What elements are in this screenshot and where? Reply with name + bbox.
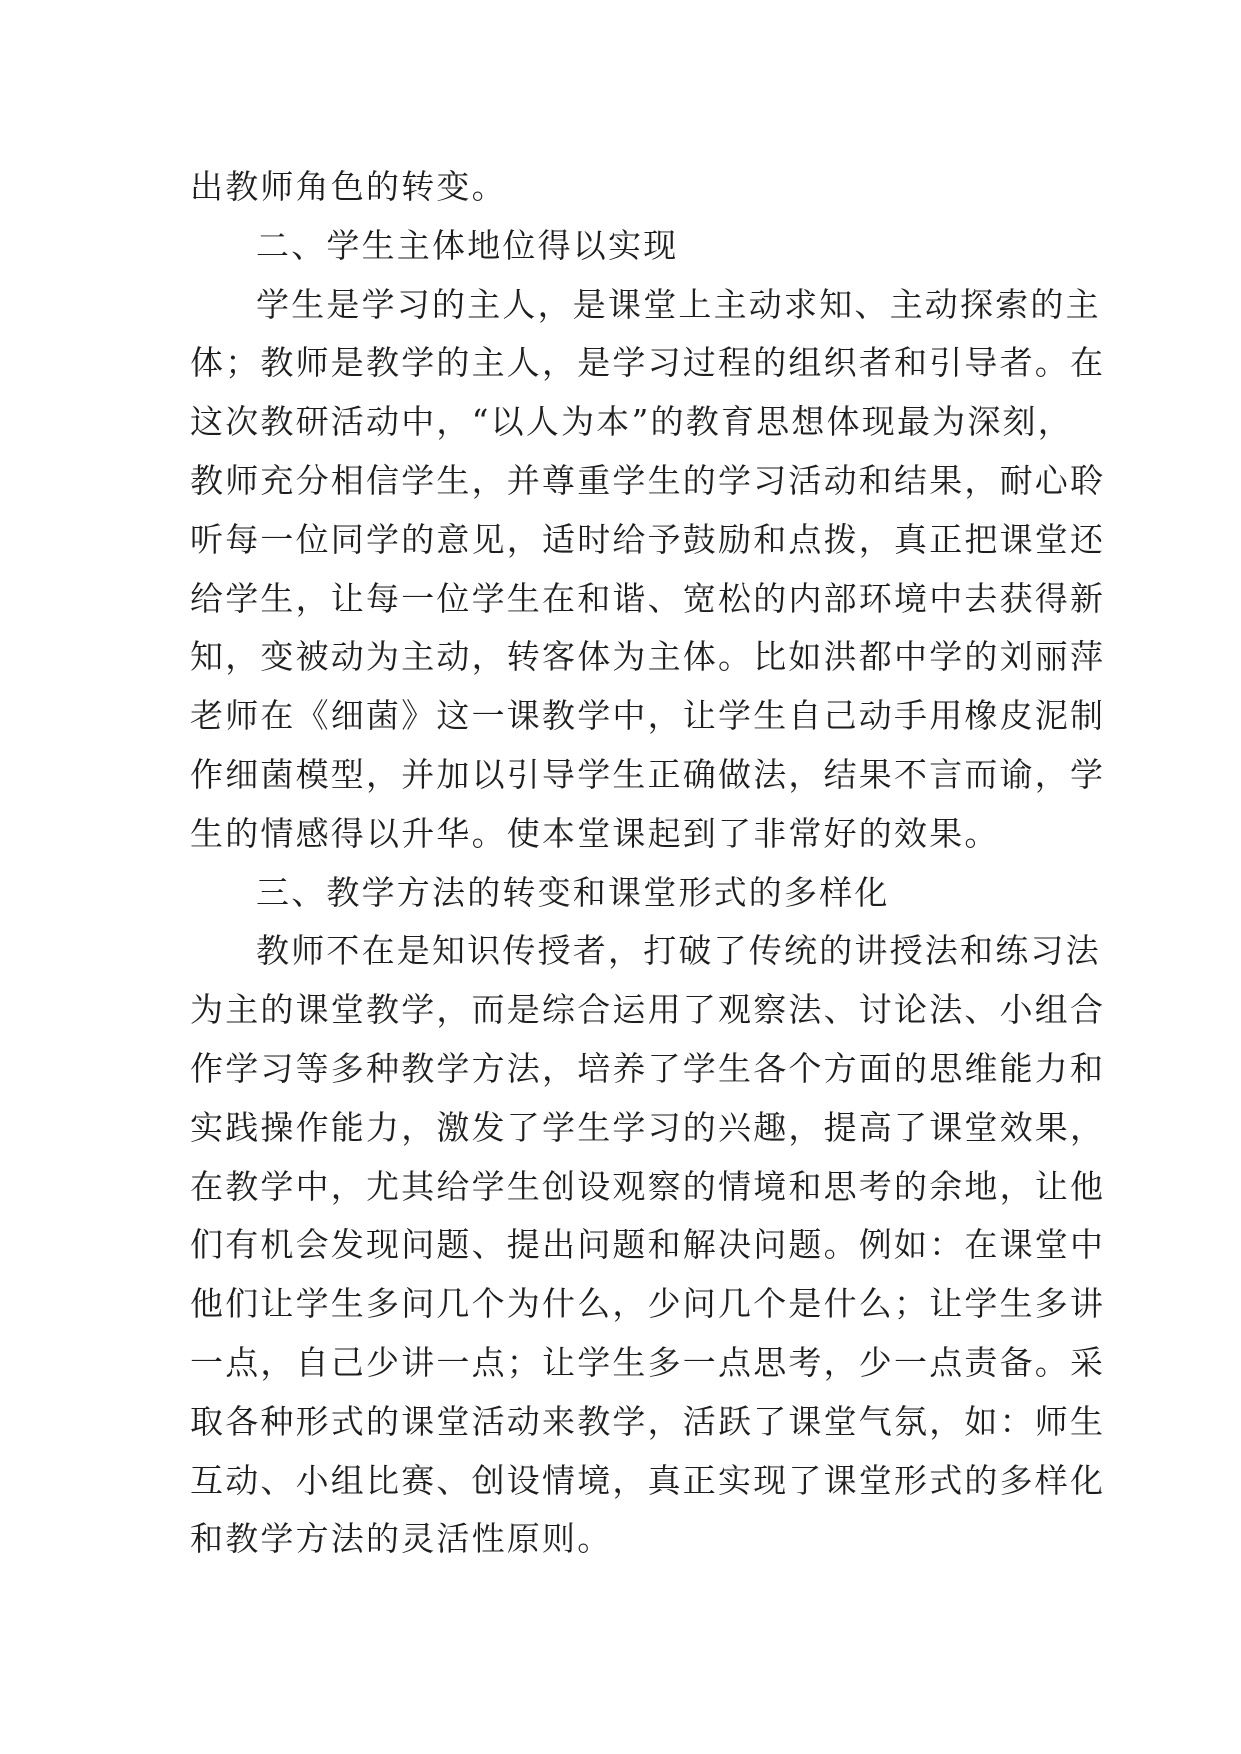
text-line: 他们让学生多问几个为什么，少问几个是什么；让学生多讲 xyxy=(190,1284,1106,1324)
text-line: 这次教研活动中，“以人为本”的教育思想体现最为深刻， xyxy=(190,402,1073,442)
section-heading: 三、教学方法的转变和课堂形式的多样化 xyxy=(256,872,890,912)
text-line: 作学习等多种教学方法，培养了学生各个方面的思维能力和 xyxy=(190,1048,1106,1088)
text-line: 教师不在是知识传授者，打破了传统的讲授法和练习法 xyxy=(256,931,1101,971)
text-line: 教师充分相信学生，并尊重学生的学习活动和结果，耐心聆 xyxy=(190,460,1106,500)
text-line: 知，变被动为主动，转客体为主体。比如洪都中学的刘丽萍 xyxy=(190,637,1106,677)
text-line: 生的情感得以升华。使本堂课起到了非常好的效果。 xyxy=(190,813,1000,853)
text-line: 听每一位同学的意见，适时给予鼓励和点拨，真正把课堂还 xyxy=(190,519,1106,559)
section-heading: 二、学生主体地位得以实现 xyxy=(256,225,679,265)
text-line: 们有机会发现问题、提出问题和解决问题。例如：在课堂中 xyxy=(190,1225,1106,1265)
text-line: 学生是学习的主人，是课堂上主动求知、主动探索的主 xyxy=(256,284,1101,324)
text-line: 一点，自己少讲一点；让学生多一点思考，少一点责备。采 xyxy=(190,1342,1106,1382)
text-line: 作细菌模型，并加以引导学生正确做法，结果不言而谕，学 xyxy=(190,754,1106,794)
text-line: 和教学方法的灵活性原则。 xyxy=(190,1519,613,1559)
text-line: 体；教师是教学的主人，是学习过程的组织者和引导者。在 xyxy=(190,343,1106,383)
document-page xyxy=(190,158,1106,1569)
text-line: 取各种形式的课堂活动来教学，活跃了课堂气氛，如：师生 xyxy=(190,1401,1106,1441)
text-line: 给学生，让每一位学生在和谐、宽松的内部环境中去获得新 xyxy=(190,578,1106,618)
text-line: 实践操作能力，激发了学生学习的兴趣，提高了课堂效果， xyxy=(190,1107,1106,1147)
text-line: 在教学中，尤其给学生创设观察的情境和思考的余地，让他 xyxy=(190,1166,1106,1206)
text-line: 出教师角色的转变。 xyxy=(190,167,507,206)
text-line: 为主的课堂教学，而是综合运用了观察法、讨论法、小组合 xyxy=(190,990,1106,1030)
text-line: 互动、小组比赛、创设情境，真正实现了课堂形式的多样化 xyxy=(190,1460,1106,1500)
text-line: 老师在《细菌》这一课教学中，让学生自己动手用橡皮泥制 xyxy=(190,696,1106,736)
